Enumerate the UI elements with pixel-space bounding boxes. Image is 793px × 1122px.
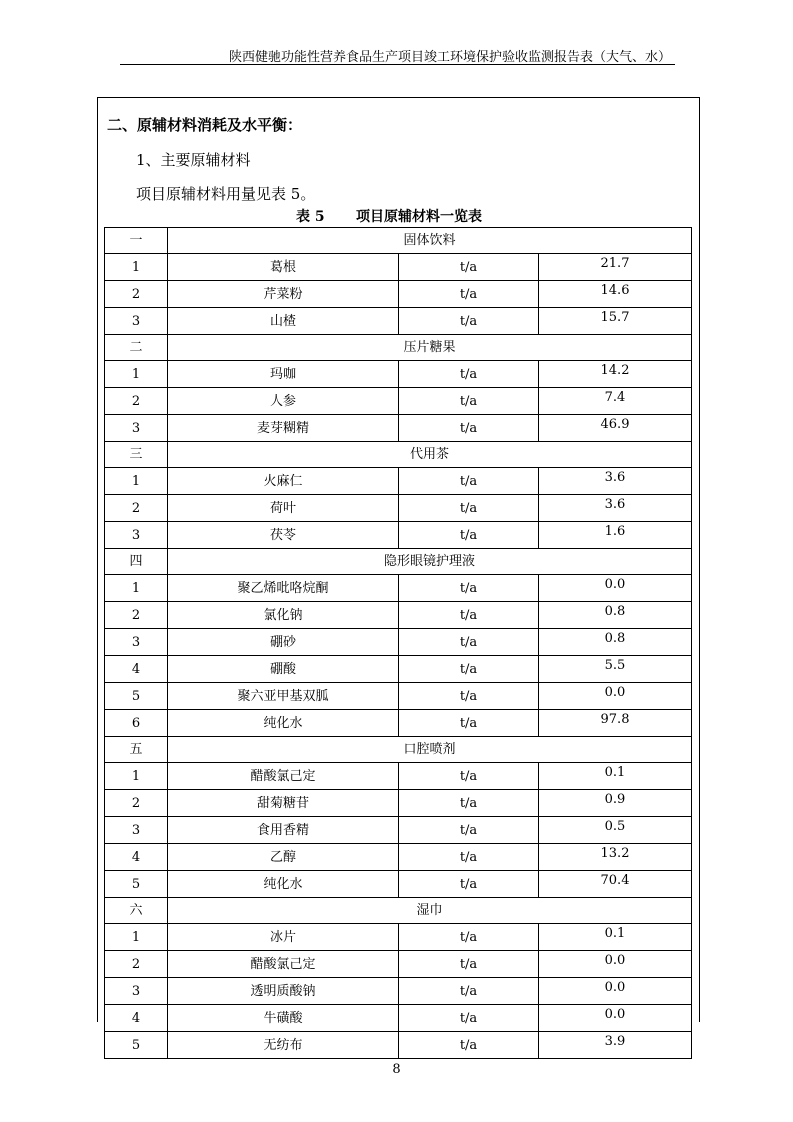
material-name: 葛根 xyxy=(168,254,399,281)
item-number: 3 xyxy=(105,308,168,335)
table-row xyxy=(105,924,692,951)
unit-cell: t/a xyxy=(399,656,539,683)
table-row xyxy=(105,1005,692,1032)
table-row xyxy=(105,415,692,442)
material-name: 茯苓 xyxy=(168,522,399,549)
material-name: 醋酸氯己定 xyxy=(168,763,399,790)
subsection-title: 1、主要原辅材料 xyxy=(136,151,251,169)
table-row xyxy=(105,254,692,281)
group-name: 代用茶 xyxy=(168,442,692,468)
page-number: 8 xyxy=(392,1062,401,1077)
group-index: 二 xyxy=(105,335,168,361)
amount-cell: 3.9 xyxy=(539,1032,692,1059)
item-number: 6 xyxy=(105,710,168,737)
section-title: 二、原辅材料消耗及水平衡： xyxy=(107,116,303,134)
unit-cell: t/a xyxy=(399,844,539,871)
table-row xyxy=(105,1032,692,1059)
table-row xyxy=(105,361,692,388)
materials-table-body xyxy=(105,228,692,1059)
amount-cell: 70.4 xyxy=(539,871,692,898)
amount-cell: 15.7 xyxy=(539,308,692,335)
amount-cell: 14.6 xyxy=(539,281,692,308)
group-name: 隐形眼镜护理液 xyxy=(168,549,692,575)
item-number: 3 xyxy=(105,629,168,656)
item-number: 5 xyxy=(105,871,168,898)
item-number: 3 xyxy=(105,415,168,442)
material-name: 乙醇 xyxy=(168,844,399,871)
table-row xyxy=(105,978,692,1005)
unit-cell: t/a xyxy=(399,415,539,442)
material-name: 玛咖 xyxy=(168,361,399,388)
unit-cell: t/a xyxy=(399,388,539,415)
item-number: 4 xyxy=(105,656,168,683)
unit-cell: t/a xyxy=(399,254,539,281)
item-number: 1 xyxy=(105,763,168,790)
material-name: 纯化水 xyxy=(168,710,399,737)
item-number: 1 xyxy=(105,254,168,281)
table-row xyxy=(105,951,692,978)
amount-cell: 0.0 xyxy=(539,683,692,710)
unit-cell: t/a xyxy=(399,951,539,978)
amount-cell: 0.8 xyxy=(539,629,692,656)
material-name: 食用香精 xyxy=(168,817,399,844)
material-name: 透明质酸钠 xyxy=(168,978,399,1005)
amount-cell: 3.6 xyxy=(539,468,692,495)
group-index: 六 xyxy=(105,898,168,924)
table-row xyxy=(105,683,692,710)
item-number: 1 xyxy=(105,468,168,495)
unit-cell: t/a xyxy=(399,978,539,1005)
material-name: 人参 xyxy=(168,388,399,415)
material-name: 甜菊糖苷 xyxy=(168,790,399,817)
amount-cell: 0.5 xyxy=(539,817,692,844)
material-name: 硼砂 xyxy=(168,629,399,656)
material-name: 醋酸氯己定 xyxy=(168,951,399,978)
unit-cell: t/a xyxy=(399,817,539,844)
amount-cell: 13.2 xyxy=(539,844,692,871)
unit-cell: t/a xyxy=(399,871,539,898)
running-header: 陕西健驰功能性营养食品生产项目竣工环境保护验收监测报告表（大气、水） xyxy=(228,50,671,65)
item-number: 2 xyxy=(105,602,168,629)
item-number: 5 xyxy=(105,683,168,710)
unit-cell: t/a xyxy=(399,763,539,790)
table-row xyxy=(105,817,692,844)
group-row xyxy=(105,335,692,361)
amount-cell: 0.1 xyxy=(539,924,692,951)
group-name: 压片糖果 xyxy=(168,335,692,361)
table-row xyxy=(105,281,692,308)
group-index: 三 xyxy=(105,442,168,468)
intro-text: 项目原辅材料用量见表 5。 xyxy=(136,185,316,203)
amount-cell: 46.9 xyxy=(539,415,692,442)
group-row xyxy=(105,737,692,763)
unit-cell: t/a xyxy=(399,790,539,817)
item-number: 2 xyxy=(105,790,168,817)
unit-cell: t/a xyxy=(399,710,539,737)
unit-cell: t/a xyxy=(399,575,539,602)
material-name: 纯化水 xyxy=(168,871,399,898)
group-row xyxy=(105,228,692,254)
item-number: 4 xyxy=(105,1005,168,1032)
unit-cell: t/a xyxy=(399,602,539,629)
group-index: 四 xyxy=(105,549,168,575)
group-name: 固体饮料 xyxy=(168,228,692,254)
header-rule xyxy=(120,64,675,65)
table-row xyxy=(105,763,692,790)
amount-cell: 0.8 xyxy=(539,602,692,629)
item-number: 3 xyxy=(105,522,168,549)
group-row xyxy=(105,898,692,924)
material-name: 山楂 xyxy=(168,308,399,335)
material-name: 荷叶 xyxy=(168,495,399,522)
group-row xyxy=(105,442,692,468)
amount-cell: 0.0 xyxy=(539,951,692,978)
unit-cell: t/a xyxy=(399,629,539,656)
amount-cell: 1.6 xyxy=(539,522,692,549)
table-row xyxy=(105,388,692,415)
unit-cell: t/a xyxy=(399,495,539,522)
materials-table xyxy=(104,227,692,1059)
table-row xyxy=(105,308,692,335)
item-number: 1 xyxy=(105,361,168,388)
table-caption-number: 表 5 xyxy=(296,209,325,225)
item-number: 2 xyxy=(105,388,168,415)
unit-cell: t/a xyxy=(399,468,539,495)
table-row xyxy=(105,844,692,871)
unit-cell: t/a xyxy=(399,1032,539,1059)
item-number: 1 xyxy=(105,575,168,602)
unit-cell: t/a xyxy=(399,361,539,388)
table-row xyxy=(105,522,692,549)
table-row xyxy=(105,495,692,522)
table-row xyxy=(105,575,692,602)
material-name: 硼酸 xyxy=(168,656,399,683)
table-caption-title: 项目原辅材料一览表 xyxy=(356,209,482,225)
group-name: 口腔喷剂 xyxy=(168,737,692,763)
amount-cell: 5.5 xyxy=(539,656,692,683)
item-number: 3 xyxy=(105,978,168,1005)
material-name: 聚乙烯吡咯烷酮 xyxy=(168,575,399,602)
item-number: 3 xyxy=(105,817,168,844)
material-name: 氯化钠 xyxy=(168,602,399,629)
amount-cell: 0.0 xyxy=(539,978,692,1005)
amount-cell: 21.7 xyxy=(539,254,692,281)
group-index: 五 xyxy=(105,737,168,763)
amount-cell: 0.1 xyxy=(539,763,692,790)
item-number: 2 xyxy=(105,951,168,978)
material-name: 冰片 xyxy=(168,924,399,951)
table-row xyxy=(105,710,692,737)
item-number: 1 xyxy=(105,924,168,951)
amount-cell: 0.0 xyxy=(539,1005,692,1032)
amount-cell: 3.6 xyxy=(539,495,692,522)
amount-cell: 7.4 xyxy=(539,388,692,415)
amount-cell: 0.0 xyxy=(539,575,692,602)
table-row xyxy=(105,871,692,898)
group-row xyxy=(105,549,692,575)
material-name: 牛磺酸 xyxy=(168,1005,399,1032)
table-row xyxy=(105,468,692,495)
item-number: 5 xyxy=(105,1032,168,1059)
table-row xyxy=(105,790,692,817)
item-number: 2 xyxy=(105,281,168,308)
group-name: 湿巾 xyxy=(168,898,692,924)
item-number: 2 xyxy=(105,495,168,522)
material-name: 无纺布 xyxy=(168,1032,399,1059)
material-name: 火麻仁 xyxy=(168,468,399,495)
unit-cell: t/a xyxy=(399,924,539,951)
material-name: 聚六亚甲基双胍 xyxy=(168,683,399,710)
amount-cell: 0.9 xyxy=(539,790,692,817)
amount-cell: 97.8 xyxy=(539,710,692,737)
unit-cell: t/a xyxy=(399,1005,539,1032)
unit-cell: t/a xyxy=(399,281,539,308)
material-name: 麦芽糊精 xyxy=(168,415,399,442)
amount-cell: 14.2 xyxy=(539,361,692,388)
table-row xyxy=(105,629,692,656)
unit-cell: t/a xyxy=(399,308,539,335)
unit-cell: t/a xyxy=(399,522,539,549)
table-row xyxy=(105,602,692,629)
group-index: 一 xyxy=(105,228,168,254)
material-name: 芹菜粉 xyxy=(168,281,399,308)
item-number: 4 xyxy=(105,844,168,871)
table-row xyxy=(105,656,692,683)
unit-cell: t/a xyxy=(399,683,539,710)
